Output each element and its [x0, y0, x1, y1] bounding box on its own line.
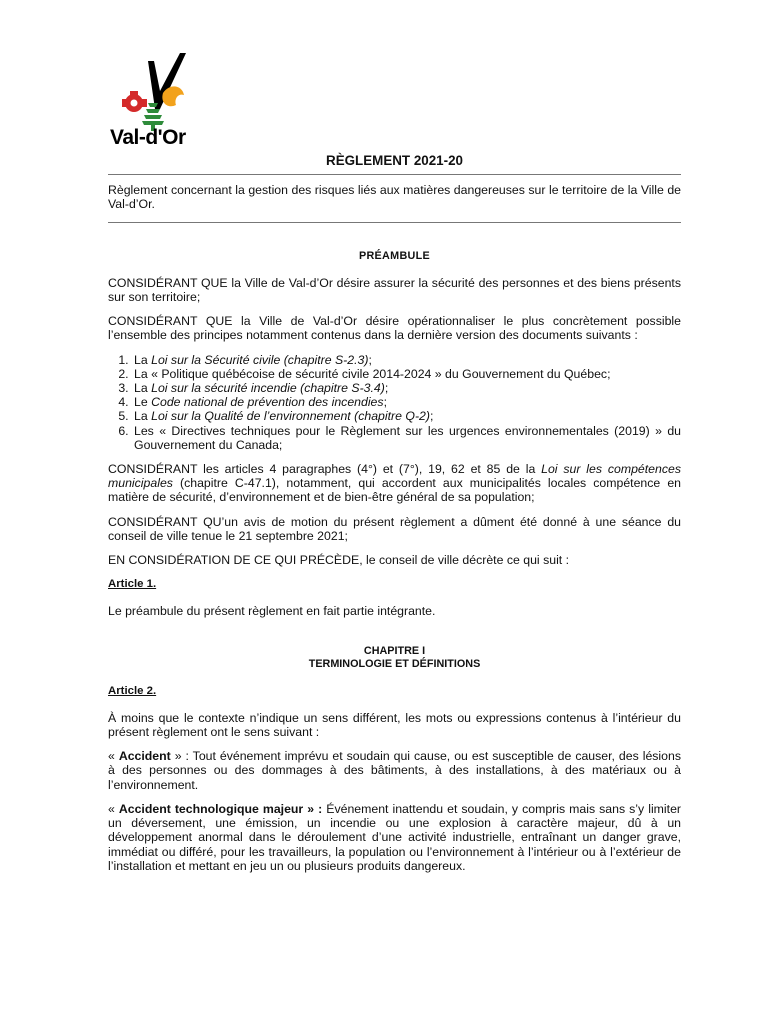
preamble-paragraph: CONSIDÉRANT QUE la Ville de Val-d’Or désire assurer la sécurité des personnes et des biens présents sur son territoire; [108, 275, 681, 305]
divider [108, 222, 681, 223]
preamble-paragraph: CONSIDÉRANT QU’un avis de motion du présent règlement a dûment été donné à une séance du conseil de ville tenue le 21 septembre 2021; [108, 514, 681, 543]
divider [108, 174, 681, 175]
list-item: 4. Le Code national de prévention des incendies; [132, 395, 681, 409]
chapter-number: CHAPITRE I [363, 644, 426, 657]
preamble-paragraph: CONSIDÉRANT QUE la Ville de Val-d’Or désire opérationnaliser le plus concrètement possible l’ensemble des principes notamment contenus dans la dernière version des documents suivants : [108, 314, 681, 343]
preamble-heading: PRÉAMBULE [358, 249, 431, 262]
list-item: 5. La Loi sur la Qualité de l’environnement (chapitre Q-2); [132, 409, 681, 423]
list-item: 1. La Loi sur la Sécurité civile (chapitre S-2.3); [132, 353, 681, 367]
list-item: 3. La Loi sur la sécurité incendie (chapitre S-3.4); [132, 381, 681, 395]
bylaw-subject: Règlement concernant la gestion des risques liés aux matières dangereuses sur le territoire de la Ville de Val-d’Or. [108, 183, 681, 212]
article-1-text: Le préambule du présent règlement en fait partie intégrante. [108, 604, 436, 619]
article-1-heading: Article 1. [108, 578, 157, 591]
article-2-heading: Article 2. [108, 684, 157, 697]
preamble-paragraph: EN CONSIDÉRATION DE CE QUI PRÉCÈDE, le conseil de ville décrète ce qui suit : [108, 553, 570, 568]
list-item: 6. Les « Directives techniques pour le Règlement sur les urgences environnementales (2019) » du Gouvernement du Canada; [132, 424, 681, 452]
chapter-heading [108, 645, 681, 671]
bylaw-title: RÈGLEMENT 2021-20 [326, 153, 463, 168]
documents-list [108, 353, 681, 452]
list-item: 2. La « Politique québécoise de sécurité civile 2014-2024 » du Gouvernement du Québec; [132, 367, 681, 381]
definition-accident-technologique-majeur: « Accident technologique majeur » : Événement inattendu et soudain, y compris mais sans s’y limiter un déversement, une émission, un incendie ou une explosion à caractère majeur, dû à un développement anormal dans le déroulement d’une activité industrielle, entraînant un danger grave, immédiat ou différé, pour les travailleurs, la population ou l’environnement à l’intérieur ou à l’extérieur de l’installation et mettant en jeu un ou plusieurs produits dangereux. [108, 801, 682, 873]
chapter-title: TERMINOLOGIE ET DÉFINITIONS [308, 657, 481, 670]
logo-wordmark: Val-d'Or [110, 126, 186, 149]
definition-accident: « Accident » : Tout événement imprévu et soudain qui cause, ou est susceptible de causer, des lésions à des personnes ou des dommages à des bâtiments, à des installations, à des matériaux ou à l’environnement. [108, 749, 681, 792]
preamble-paragraph: CONSIDÉRANT les articles 4 paragraphes (4°) et (7°), 19, 62 et 85 de la Loi sur les compétences municipales (chapitre C-47.1), notamment, qui accordent aux municipalités locales compétence en matière de sécurité, d’environnement et de bien-être général de sa population; [108, 462, 681, 505]
document-body [108, 154, 681, 883]
article-2-intro: À moins que le contexte n’indique un sens différent, les mots ou expressions contenus à l’intérieur du présent règlement ont le sens suivant : [108, 710, 681, 740]
